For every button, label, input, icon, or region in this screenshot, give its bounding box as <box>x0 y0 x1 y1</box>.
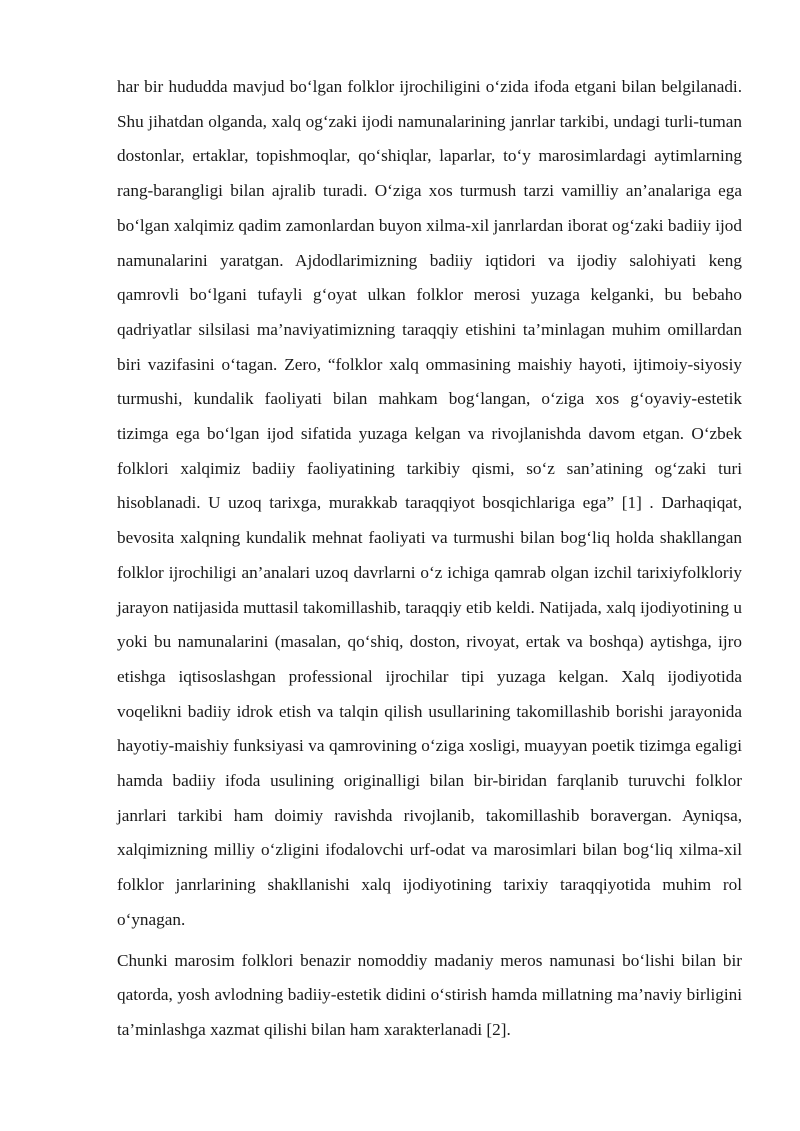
body-paragraph-1: har bir hududda mavjud bo‘lgan folklor ijrochiligini o‘zida ifoda etgani bilan belgilanadi. Shu jihatdan olganda, xalq og‘zaki ijodi namunalarining janrlar tarkibi, undagi turli-tuman dostonlar, ertaklar, topishmoqlar, qo‘shiqlar, laparlar, to‘y marosimlardagi aytimlarning rang-barangligi bilan ajralib turadi. O‘ziga xos turmush tarzi vamilliy an’analariga ega bo‘lgan xalqimiz qadim zamonlardan buyon xilma-xil janrlardan iborat og‘zaki badiiy ijod namunalarini yaratgan. Ajdodlarimizning badiiy iqtidori va ijodiy salohiyati keng qamrovli bo‘lgani tufayli g‘oyat ulkan folklor merosi yuzaga kelganki, bu bebaho qadriyatlar silsilasi ma’naviyatimizning taraqqiy etishini ta’minlagan muhim omillardan biri vazifasini o‘tagan. Zero, “folklor xalq ommasining maishiy hayoti, ijtimoiy-siyosiy turmushi, kundalik faoliyati bilan mahkam bog‘langan, o‘ziga xos g‘oyaviy-estetik tizimga ega bo‘lgan ijod sifatida yuzaga kelgan va rivojlanishda davom etgan. O‘zbek folklori xalqimiz badiiy faoliyatining tarkibiy qismi, so‘z san’atining og‘zaki turi hisoblanadi. U uzoq tarixga, murakkab taraqqiyot bosqichlariga ega” [1] . Darhaqiqat, bevosita xalqning kundalik mehnat faoliyati va turmushi bilan bog‘liq holda shakllangan folklor ijrochiligi an’analari uzoq davrlarni o‘z ichiga qamrab olgan izchil tarixiyfolkloriy jarayon natijasida muttasil takomillashib, taraqqiy etib keldi. Natijada, xalq ijodiyotining u yoki bu namunalarini (masalan, qo‘shiq, doston, rivoyat, ertak va boshqa) aytishga, ijro etishga iqtisoslashgan professional ijrochilar tipi yuzaga kelgan. Xalq ijodiyotida voqelikni badiiy idrok etish va talqin qilish usullarining takomillashib borishi jarayonida hayotiy-maishiy funksiyasi va qamrovining o‘ziga xosligi, muayyan poetik tizimga egaligi hamda badiiy ifoda usulining originalligi bilan bir-biridan farqlanib turuvchi folklor janrlari tarkibi ham doimiy ravishda rivojlanib, takomillashib boravergan. Ayniqsa, xalqimizning milliy o‘zligini ifodalovchi urf-odat va marosimlari bilan bog‘liq xilma-xil folklor janrlarining shakllanishi xalq ijodiyotining tarixiy taraqqiyotida muhim rol o‘ynagan. <box>117 77 742 929</box>
body-paragraph-2: Chunki marosim folklori benazir nomoddiy madaniy meros namunasi bo‘lishi bilan bir qatorda, yosh avlodning badiiy-estetik didini o‘stirish hamda millatning ma’naviy birligini ta’minlashga xazmat qilishi bilan ham xarakterlanadi [2]. <box>117 950 742 1039</box>
document-page <box>117 70 742 1048</box>
